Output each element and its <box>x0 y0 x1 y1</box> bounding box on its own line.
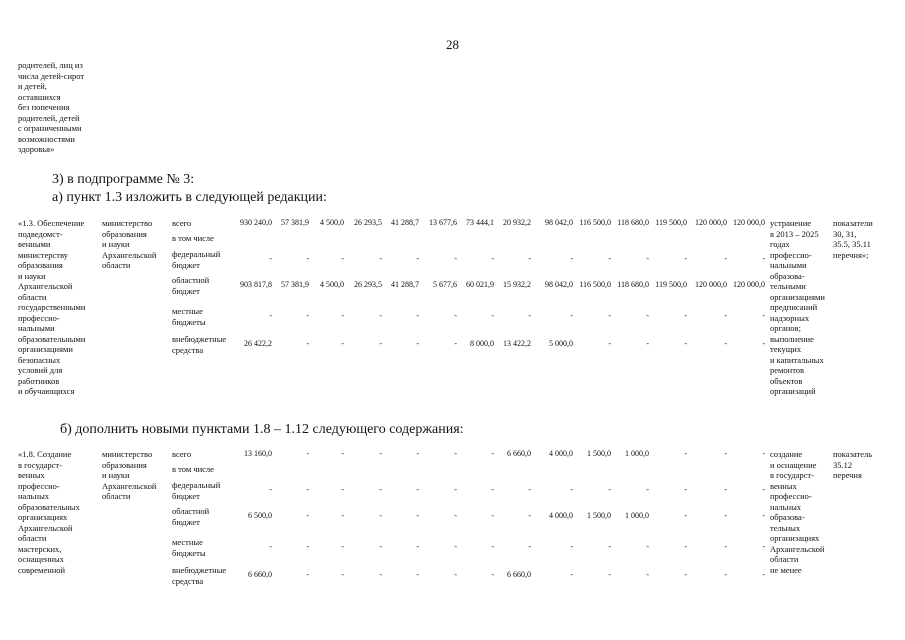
amount-cell: - <box>762 339 765 348</box>
amount-cell: - <box>306 570 309 579</box>
amount-cell: 15 932,2 <box>503 280 531 289</box>
amount-cell: 1 000,0 <box>625 511 649 520</box>
amount-cell: 73 444,1 <box>466 218 494 227</box>
amount-cell: - <box>341 339 344 348</box>
amount-cell: - <box>341 254 344 263</box>
amount-cell: - <box>646 339 649 348</box>
amount-cell: - <box>608 570 611 579</box>
amount-cell: - <box>762 254 765 263</box>
amount-cell: - <box>306 542 309 551</box>
amount-cell: - <box>724 570 727 579</box>
amount-cell: 41 288,7 <box>391 280 419 289</box>
amount-cell: - <box>724 254 727 263</box>
amount-cell: - <box>416 254 419 263</box>
amount-cell: 930 240,0 <box>240 218 272 227</box>
amount-cell: 120 000,0 <box>695 280 727 289</box>
amount-cell: 6 500,0 <box>248 511 272 520</box>
amount-cell: 13 422,2 <box>503 339 531 348</box>
row-label: в том числе <box>172 464 214 474</box>
amount-cell: - <box>762 542 765 551</box>
amount-cell: - <box>379 511 382 520</box>
amount-cell: - <box>341 511 344 520</box>
amount-cell: - <box>724 485 727 494</box>
amount-cell: 119 500,0 <box>655 218 687 227</box>
amount-cell: 118 680,0 <box>617 218 649 227</box>
amount-cell: - <box>306 339 309 348</box>
amount-cell: - <box>570 570 573 579</box>
amount-cell: - <box>269 542 272 551</box>
amount-cell: - <box>416 485 419 494</box>
amount-cell: - <box>341 570 344 579</box>
amount-cell: - <box>341 311 344 320</box>
amount-cell: 120 000,0 <box>733 218 765 227</box>
amount-cell: 119 500,0 <box>655 280 687 289</box>
amount-cell: - <box>646 311 649 320</box>
amount-cell: - <box>608 254 611 263</box>
amount-cell: - <box>762 511 765 520</box>
amount-cell: - <box>491 542 494 551</box>
amount-cell: 13 160,0 <box>244 449 272 458</box>
amount-cell: - <box>608 485 611 494</box>
previous-item-tail: родителей, лиц из числа детей-сирот и детей, оставшихся без попечения родителей, детей с ограниченными возможностями здоровья» <box>18 60 85 154</box>
amount-cell: - <box>454 449 457 458</box>
amount-cell: - <box>379 339 382 348</box>
amount-cell: - <box>491 485 494 494</box>
amount-cell: 57 381,9 <box>281 218 309 227</box>
amount-cell: - <box>379 485 382 494</box>
amount-cell: - <box>306 254 309 263</box>
amount-cell: - <box>341 485 344 494</box>
amount-cell: - <box>269 254 272 263</box>
amount-cell: - <box>724 311 727 320</box>
amount-cell: - <box>684 485 687 494</box>
amount-cell: - <box>762 449 765 458</box>
amount-cell: 4 500,0 <box>320 280 344 289</box>
amount-cell: - <box>416 542 419 551</box>
executor: министерство образования и науки Архангельской области <box>102 218 157 270</box>
amount-cell: - <box>724 511 727 520</box>
amount-cell: 41 288,7 <box>391 218 419 227</box>
amount-cell: - <box>454 339 457 348</box>
amount-cell: 4 000,0 <box>549 511 573 520</box>
amount-cell: - <box>379 254 382 263</box>
amount-cell: - <box>762 485 765 494</box>
amount-cell: - <box>570 311 573 320</box>
row-label: федеральный бюджет <box>172 249 221 270</box>
amount-cell: 6 660,0 <box>248 570 272 579</box>
amount-cell: 20 932,2 <box>503 218 531 227</box>
amount-cell: 26 293,5 <box>354 218 382 227</box>
amount-cell: 1 500,0 <box>587 511 611 520</box>
amount-cell: - <box>646 570 649 579</box>
amount-cell: - <box>416 511 419 520</box>
amount-cell: 4 000,0 <box>549 449 573 458</box>
amount-cell: - <box>341 542 344 551</box>
amount-cell: - <box>341 449 344 458</box>
amount-cell: 57 381,9 <box>281 280 309 289</box>
row-label: местные бюджеты <box>172 306 206 327</box>
amount-cell: 6 660,0 <box>507 570 531 579</box>
amount-cell: - <box>416 449 419 458</box>
row-label: внебюджетные средства <box>172 334 227 355</box>
amount-cell: 120 000,0 <box>695 218 727 227</box>
amount-cell: - <box>684 339 687 348</box>
amount-cell: - <box>684 311 687 320</box>
amount-cell: 903 817,8 <box>240 280 272 289</box>
amount-cell: - <box>491 311 494 320</box>
amount-cell: 60 021,9 <box>466 280 494 289</box>
amount-cell: - <box>491 511 494 520</box>
amount-cell: - <box>646 485 649 494</box>
page-number: 28 <box>446 37 459 52</box>
amount-cell: 118 680,0 <box>617 280 649 289</box>
row-label: областной бюджет <box>172 275 210 296</box>
indicators: показатели 30, 31, 35.5, 35.11 перечня»; <box>833 218 873 260</box>
amount-cell: - <box>762 311 765 320</box>
amount-cell: - <box>528 485 531 494</box>
amount-cell: - <box>762 570 765 579</box>
heading-new-items: б) дополнить новыми пунктами 1.8 – 1.12 следующего содержания: <box>60 422 464 437</box>
heading-subprogram-3: 3) в подпрограмме № 3: <box>52 172 195 187</box>
amount-cell: - <box>454 311 457 320</box>
amount-cell: 6 660,0 <box>507 449 531 458</box>
amount-cell: - <box>570 542 573 551</box>
amount-cell: - <box>608 542 611 551</box>
amount-cell: 5 000,0 <box>549 339 573 348</box>
amount-cell: 98 042,0 <box>545 280 573 289</box>
amount-cell: - <box>379 311 382 320</box>
item-name: «1.8. Создание в государст- венных профессио- нальных образовательных организациях Архангельской области мастерских, оснащенных современной <box>18 449 80 575</box>
amount-cell: - <box>684 254 687 263</box>
amount-cell: - <box>684 449 687 458</box>
amount-cell: - <box>454 570 457 579</box>
amount-cell: - <box>646 542 649 551</box>
amount-cell: - <box>724 542 727 551</box>
amount-cell: - <box>306 311 309 320</box>
amount-cell: - <box>416 339 419 348</box>
amount-cell: - <box>491 449 494 458</box>
amount-cell: - <box>454 485 457 494</box>
amount-cell: - <box>269 485 272 494</box>
amount-cell: - <box>724 339 727 348</box>
amount-cell: - <box>306 511 309 520</box>
amount-cell: 1 500,0 <box>587 449 611 458</box>
expected-result: создание и оснащение в государст- венных профессио- нальных образова- тельных организациях Архангельской области не менее <box>770 449 825 575</box>
item-name: «1.3. Обеспечение подведомст- венными министерству образования и науки Архангельской области государственными профессио- нальными образовательными организациями безопасных условий для работников и обучающихся <box>18 218 86 396</box>
amount-cell: - <box>528 511 531 520</box>
amount-cell: - <box>608 339 611 348</box>
amount-cell: 13 677,6 <box>429 218 457 227</box>
amount-cell: - <box>528 542 531 551</box>
executor: министерство образования и науки Архангельской области <box>102 449 157 501</box>
row-label: всего <box>172 218 192 228</box>
amount-cell: - <box>528 311 531 320</box>
amount-cell: - <box>724 449 727 458</box>
amount-cell: - <box>684 570 687 579</box>
amount-cell: - <box>570 254 573 263</box>
amount-cell: - <box>570 485 573 494</box>
amount-cell: - <box>416 570 419 579</box>
row-label: в том числе <box>172 233 214 243</box>
amount-cell: - <box>379 570 382 579</box>
amount-cell: - <box>306 485 309 494</box>
amount-cell: 8 000,0 <box>470 339 494 348</box>
amount-cell: - <box>608 311 611 320</box>
amount-cell: - <box>416 311 419 320</box>
indicators: показатель 35.12 перечня <box>833 449 873 480</box>
amount-cell: 120 000,0 <box>733 280 765 289</box>
amount-cell: - <box>379 449 382 458</box>
row-label: всего <box>172 449 192 459</box>
expected-result: устранение в 2013 – 2025 годах профессио- нальными образова- тельными организациями предписаний надзорных органов; выполнение текущих и капитальных ремонтов объектов организаций <box>770 218 825 396</box>
amount-cell: - <box>306 449 309 458</box>
amount-cell: - <box>379 542 382 551</box>
amount-cell: 1 000,0 <box>625 449 649 458</box>
row-label: областной бюджет <box>172 506 210 527</box>
amount-cell: - <box>684 542 687 551</box>
row-label: федеральный бюджет <box>172 480 221 501</box>
amount-cell: - <box>528 254 531 263</box>
amount-cell: 116 500,0 <box>579 218 611 227</box>
amount-cell: - <box>491 570 494 579</box>
amount-cell: 26 422,2 <box>244 339 272 348</box>
amount-cell: 5 677,6 <box>433 280 457 289</box>
amount-cell: - <box>491 254 494 263</box>
amount-cell: - <box>454 511 457 520</box>
amount-cell: - <box>269 311 272 320</box>
amount-cell: - <box>646 254 649 263</box>
amount-cell: - <box>454 542 457 551</box>
amount-cell: - <box>684 511 687 520</box>
row-label: внебюджетные средства <box>172 565 227 586</box>
row-label: местные бюджеты <box>172 537 206 558</box>
heading-item-1-3: а) пункт 1.3 изложить в следующей редакции: <box>52 190 327 205</box>
amount-cell: 4 500,0 <box>320 218 344 227</box>
amount-cell: 98 042,0 <box>545 218 573 227</box>
amount-cell: - <box>454 254 457 263</box>
amount-cell: 116 500,0 <box>579 280 611 289</box>
amount-cell: 26 293,5 <box>354 280 382 289</box>
